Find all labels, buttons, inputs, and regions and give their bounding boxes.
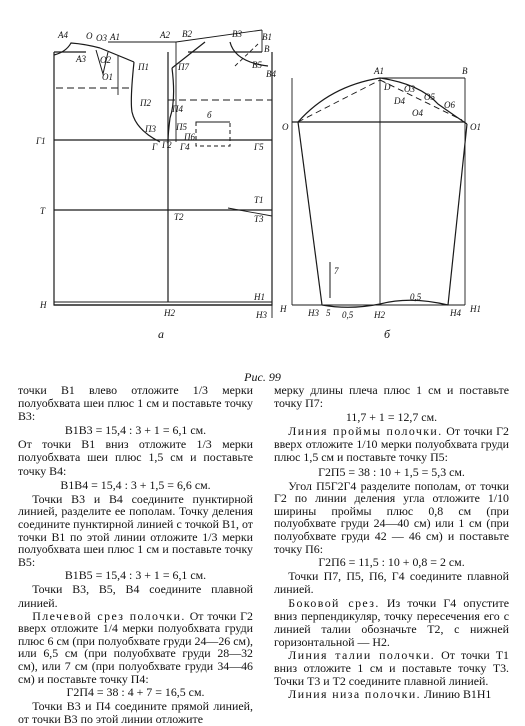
- section-heading: Линия талии полочки.: [288, 647, 436, 662]
- label-G1: Г1: [36, 136, 46, 146]
- label-b-O5: O5: [424, 92, 435, 102]
- label-b: б: [207, 110, 212, 120]
- paragraph: Угол П5Г2Г4 разделите пополам, от точки Г2 по линии деления угла отложите 1/10 ширины проймы плюс 0,8 см (при полуобхвате груди 24—40 см) или 1 см (при полуобхвате груди 42 — 46 см) и поставьте точку П6:: [274, 478, 509, 556]
- formula: B1B3 = 15,4 : 3 + 1 = 6,1 см.: [64, 423, 207, 438]
- drawing-b: [292, 78, 467, 307]
- label-P2: П2: [140, 98, 151, 108]
- label-G: Г: [152, 142, 158, 152]
- label-b-H4: Н4: [450, 308, 461, 318]
- paragraph: От точки Г2 вверх отложите 1/4 мерки полуобхвата груди плюс 6 см (при полуобхвате груди 24—26 см), или 6,5 см (при полуобхвате груди 28—32 см), или 7 см (при полуобхвате груди 34—46 см) и поставьте точку П4:: [18, 608, 253, 686]
- label-b-H3: Н3: [308, 308, 319, 318]
- labels-a: [35, 29, 276, 341]
- paragraph: Из точки Г4 опустите вниз перпендикуляр, точку пересечения его с линией талии обозначьте Т2, с нижней горизонтальной — Н2.: [274, 595, 509, 649]
- paragraph: точки B1 влево отложите 1/3 мерки полуобхвата шеи плюс 1 см и поставьте точку B3:: [18, 383, 253, 424]
- label-b-H: Н: [280, 304, 287, 314]
- drawing-a: [54, 30, 272, 318]
- label-H2: Н2: [164, 308, 175, 318]
- section-heading: Линия низа полочки.: [288, 687, 421, 702]
- label-T2: Т2: [174, 212, 184, 222]
- formula: B1B5 = 15,4 : 3 + 1 = 6,1 см.: [64, 568, 207, 583]
- label-b-05b: 0,5: [410, 292, 422, 302]
- label-O: O: [86, 31, 93, 41]
- text-column-left: [18, 384, 253, 726]
- label-H: Н: [40, 300, 47, 310]
- paragraph: Точки B3 и B4 соедините пунктирной линией, разделите ее пополам. Точку деления соедините пунктирной линией с точкой B1, от точки B1 по этой линии отложите 1/3 мерки полуобхвата шеи плюс 1 см и поставьте точку B5:: [18, 491, 253, 569]
- label-b-5: 5: [326, 308, 331, 318]
- label-b-O3: O3: [404, 84, 415, 94]
- label-B1: B1: [262, 32, 272, 42]
- label-T1: Т1: [254, 195, 264, 205]
- label-P5: П5: [176, 122, 187, 132]
- sleeve-left-seam: [298, 122, 322, 305]
- panel-a-label: а: [158, 327, 164, 341]
- label-H1: Н1: [254, 292, 265, 302]
- formula: B1B4 = 15,4 : 3 + 1,5 = 6,6 см.: [60, 477, 211, 492]
- label-A4: A4: [58, 30, 68, 40]
- label-H3: Н3: [256, 310, 267, 320]
- label-b-O1: O1: [470, 122, 481, 132]
- label-b-D4: D4: [394, 96, 405, 106]
- formula: Г2П5 = 38 : 10 + 1,5 = 5,3 см.: [318, 464, 465, 479]
- label-G5: Г5: [254, 142, 264, 152]
- section-heading: Плечевой срез полочки.: [32, 608, 186, 623]
- frame-a: [54, 52, 272, 305]
- label-B: B: [264, 44, 270, 54]
- label-b-H1: Н1: [470, 304, 481, 314]
- label-b-B: B: [462, 66, 468, 76]
- label-b-H2: Н2: [374, 310, 385, 320]
- paragraph: Точки П7, П5, П6, Г4 соедините плавной линией.: [274, 569, 509, 597]
- label-A3: A3: [76, 54, 86, 64]
- panel-b-label: б: [384, 327, 391, 341]
- label-O1: O1: [102, 72, 113, 82]
- label-A2: A2: [160, 30, 170, 40]
- label-B5: B5: [252, 60, 262, 70]
- paragraph: От точки Г2 вверх отложите 1/10 мерки полуобхвата груди плюс 1,5 см и поставьте точку П5:: [274, 424, 509, 465]
- paragraph: От точки Т1 вниз отложите 1 см и поставьте точку Т3. Точки Т3 и Т2 соедините плавной линией.: [274, 647, 509, 689]
- label-O2: O2: [100, 55, 111, 65]
- label-b-05: 0,5: [342, 310, 354, 320]
- label-P6: П6: [184, 132, 195, 142]
- section-heading: Боковой срез.: [288, 595, 380, 610]
- label-b-7: 7: [334, 266, 339, 276]
- label-T: Т: [40, 206, 46, 216]
- paragraph: Точки B3 и П4 соедините прямой линией, от точки B3 по этой линии отложите: [18, 699, 253, 726]
- paragraph: Точки B3, B5, B4 соедините плавной линией.: [18, 582, 253, 610]
- text-column-right: [274, 384, 509, 701]
- sleeve-cap: [298, 78, 467, 124]
- paragraph: мерку длины плеча плюс 1 см и поставьте точку П7:: [274, 383, 509, 411]
- paragraph: Линию B1H1: [423, 687, 492, 702]
- label-P1: П1: [138, 62, 149, 72]
- label-P4: П4: [172, 104, 183, 114]
- label-b-O6: O6: [444, 100, 455, 110]
- label-P7: П7: [178, 62, 189, 72]
- label-B3: B3: [232, 29, 242, 39]
- label-b-O: O: [282, 122, 289, 132]
- label-G4: Г4: [180, 142, 190, 152]
- label-b-O4: O4: [412, 108, 423, 118]
- label-O3: O3: [96, 33, 107, 43]
- formula: Г2П4 = 38 : 4 + 7 = 16,5 см.: [66, 685, 205, 700]
- label-b-A1: A1: [374, 66, 384, 76]
- label-B2: B2: [182, 29, 192, 39]
- paragraph: От точки B1 вниз отложите 1/3 мерки полуобхвата шеи плюс 1,5 см и поставьте точку B4:: [18, 437, 253, 478]
- sleeve-right-seam: [448, 124, 467, 305]
- label-T3: Т3: [254, 214, 264, 224]
- label-b-D: D: [384, 82, 391, 92]
- formula: 11,7 + 1 = 12,7 см.: [345, 410, 438, 425]
- sleeve-hem: [322, 300, 448, 307]
- section-heading: Линия проймы полочки.: [288, 424, 443, 439]
- label-G2: Г2: [162, 140, 172, 150]
- label-B4: B4: [266, 69, 276, 79]
- label-P3: П3: [145, 124, 156, 134]
- figure-caption: Рис. 99: [244, 370, 281, 384]
- label-A1: A1: [110, 32, 120, 42]
- formula: Г2П6 = 11,5 : 10 + 0,8 = 2 см.: [318, 555, 465, 570]
